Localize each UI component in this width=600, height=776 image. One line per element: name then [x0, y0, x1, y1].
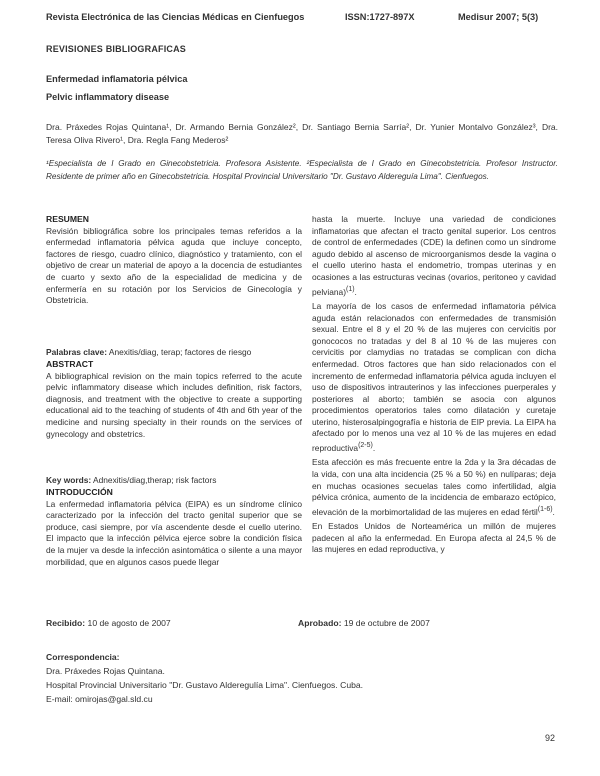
received-date	[46, 618, 171, 628]
correspondence-email: E-mail: omirojas@gal.sld.cu	[46, 694, 153, 704]
palabras-clave	[46, 347, 302, 359]
affiliations: ¹Especialista de I Grado en Ginecobstetricia. Profesora Asistente. ²Especialista de I Grado en Ginecobstetricia. Profesor Instructor. Residente de primer año en Ginecobstetricia. Hospital Provincial Universitario "Dr. Gustavo Aldereguía Lima". Cienfuegos.	[46, 159, 558, 181]
journal-name: Revista Electrónica de las Ciencias Médicas en Cienfuegos	[46, 12, 305, 22]
correspondence-name: Dra. Práxedes Rojas Quintana.	[46, 666, 165, 676]
right-p3-text: Esta afección es más frecuente entre la 2da y la 3ra décadas de la vida, con una alta incidencia (25 % a 50 %) en nulíparas; deja en muchas ocasiones secuelas tales como infertilidad, algia pélvica crónica, aumento de la incidencia de embarazo ectópico, elevación de la morbimortalidad de las mujeres en edad fértil	[312, 457, 556, 517]
correspondence-heading: Correspondencia:	[46, 652, 120, 662]
title-en: Pelvic inflammatory disease	[46, 92, 170, 102]
correspondence	[46, 650, 363, 706]
introduccion-heading: INTRODUCCIÓN	[46, 487, 113, 497]
section-label: REVISIONES BIBLIOGRAFICAS	[46, 44, 187, 54]
right-p1-ref: (1)	[346, 285, 355, 293]
received-label: Recibido:	[46, 618, 86, 628]
right-p2-text: La mayoría de los casos de enfermedad inflamatoria pélvica aguda están relacionados con enfermedades de transmisión sexual. Entre el 8 y el 20 % de las mujeres con cervicitis por gonococos no tratadas y del 8 al 10 % de las mujeres con cervicitis por clamydias no tratadas se complican con dicha enfermedad. Otros factores que han sido relacionados con el incremento de enfermedad inflamatoria pélvica aguda incluyen el uso de dispositivos intrauterinos y las infecciones puerperales y posteriores al aborto; también se asocia con algunos procedimientos operatorios tales como dilatación y curetaje uterino, histerosalpingografía e historia de EIP previa. La EIPA ha afectado por lo menos una vez al 10 % de las mujeres en edad reproductiva	[312, 300, 556, 453]
title-es: Enfermedad inflamatoria pélvica	[46, 74, 188, 84]
issn: ISSN:1727-897X	[345, 12, 415, 22]
introduccion-block	[46, 487, 302, 571]
authors: Dra. Práxedes Rojas Quintana¹, Dr. Armando Bernia González², Dr. Santiago Bernia Sarría², Dr. Yunier Montalvo González³, Dra. Teresa Oliva Rivero¹, Dra. Regla Fang Mederos²	[46, 122, 558, 145]
right-p1: hasta la muerte. Incluye una variedad de condiciones inflamatorias que afectan el tracto genital superior. Los centros de control de enfermedades (CDE) la definen como un síndrome agudo debido al ascenso de microorganismos desde la vagina o el cuello uterino hasta el endometrio, trompas uterinas y en ocasiones a las estructuras vecinas (ovarios, peritoneo y cavidad pelviana)$^{(1)}$.	[312, 214, 556, 297]
abstract-text: A bibliographical revision on the main topics referred to the acute pelvic inflammatory disease which includes definition, risk factors, diagnosis, and treatment with the objective to create a supporting educational aid to the teaching of students of 4th and 6th year of the medicine and nursing specialty in their rounds on the services of gynecology and obstetrics.	[46, 370, 302, 439]
key-words	[46, 475, 302, 487]
resumen-text: Revisión bibliográfica sobre los principales temas referidos a la enfermedad inflamatoria pélvica aguda que incluye concepto, factores de riesgo, cuadro clínico, diagnóstico y tratamiento, con el objetivo de crear un material de apoyo a la docencia de estudiantes de cuarto y sexto año de la especialidad de medicina y de enfermería en su rotación por los Servicios de Ginecología y Obstetricia.	[46, 225, 302, 306]
abstract-block	[46, 359, 302, 443]
received-value: 10 de agosto de 2007	[87, 618, 171, 628]
right-p4: En Estados Unidos de Norteamérica un millón de mujeres padecen al año la enfermedad. En Europa afecta al 24,5 % de las mujeres en edad reproductiva, y	[312, 521, 556, 555]
right-column	[312, 214, 556, 559]
key-words-text: Adnexitis/diag,therap; risk factors	[93, 475, 217, 485]
right-p3-ref: (1-6)	[537, 505, 553, 513]
right-p1-text: hasta la muerte. Incluye una variedad de condiciones inflamatorias que afectan el tracto genital superior. Los centros de control de enfermedades (CDE) la definen como un síndrome agudo debido al ascenso de microorganismos desde la vagina o el cuello uterino hasta el endometrio, trompas uterinas y en ocasiones a las estructuras vecinas (ovarios, peritoneo y cavidad pelviana)	[312, 214, 556, 297]
palabras-clave-label: Palabras clave:	[46, 347, 107, 357]
resumen-heading: RESUMEN	[46, 214, 89, 224]
right-p3: Esta afección es más frecuente entre la 2da y la 3ra décadas de la vida, con una alta incidencia (25 % a 50 %) en nulíparas; deja en muchas ocasiones secuelas tales como infertilidad, algia pélvica crónica, aumento de la incidencia de embarazo ectópico, elevación de la morbimortalidad de las mujeres en edad fértil$^{(1-6)}$.	[312, 457, 556, 517]
volume-info: Medisur 2007; 5(3)	[458, 12, 539, 22]
approved-date	[298, 618, 430, 628]
approved-value: 19 de octubre de 2007	[343, 618, 430, 628]
page-number: 92	[545, 733, 556, 743]
right-p2: La mayoría de los casos de enfermedad inflamatoria pélvica aguda están relacionados con enfermedades de transmisión sexual. Entre el 8 y el 20 % de las mujeres con cervicitis por gonococos no tratadas y del 8 al 10 % de las mujeres con cervicitis por clamydias no tratadas se complican con dicha enfermedad. Otros factores que han sido relacionados con el incremento de enfermedad inflamatoria pélvica aguda incluyen el uso de dispositivos intrauterinos y las infecciones puerperales y posteriores al aborto; también se asocia con algunos procedimientos operatorios tales como dilatación y curetaje uterino, histerosalpingografía e historia de EIP previa. La EIPA ha afectado por lo menos una vez al 10 % de las mujeres en edad reproductiva$^{(2-5)}$.	[312, 300, 556, 453]
approved-label: Aprobado:	[298, 618, 342, 628]
right-p2-ref: (2-5)	[358, 442, 373, 450]
introduccion-p1: La enfermedad inflamatoria pélvica (EIPA) es un síndrome clínico caracterizado por la infección del tracto genital superior que se produce, casi siempre, por vía ascendente desde el cuello uterino. El impacto que la infección pélvica ejerce sobre la condición física de la mujer va desde la infección asintomática o silente a una mayor morbilidad, que en algunos casos puede llegar	[46, 498, 302, 567]
resumen-block	[46, 214, 302, 310]
palabras-clave-text: Anexitis/diag, terap; factores de riesgo	[108, 347, 252, 357]
correspondence-address: Hospital Provincial Universitario "Dr. Gustavo Alderegulía Lima". Cienfuegos. Cuba.	[46, 680, 364, 690]
abstract-heading: ABSTRACT	[46, 359, 94, 369]
key-words-label: Key words:	[46, 475, 92, 485]
